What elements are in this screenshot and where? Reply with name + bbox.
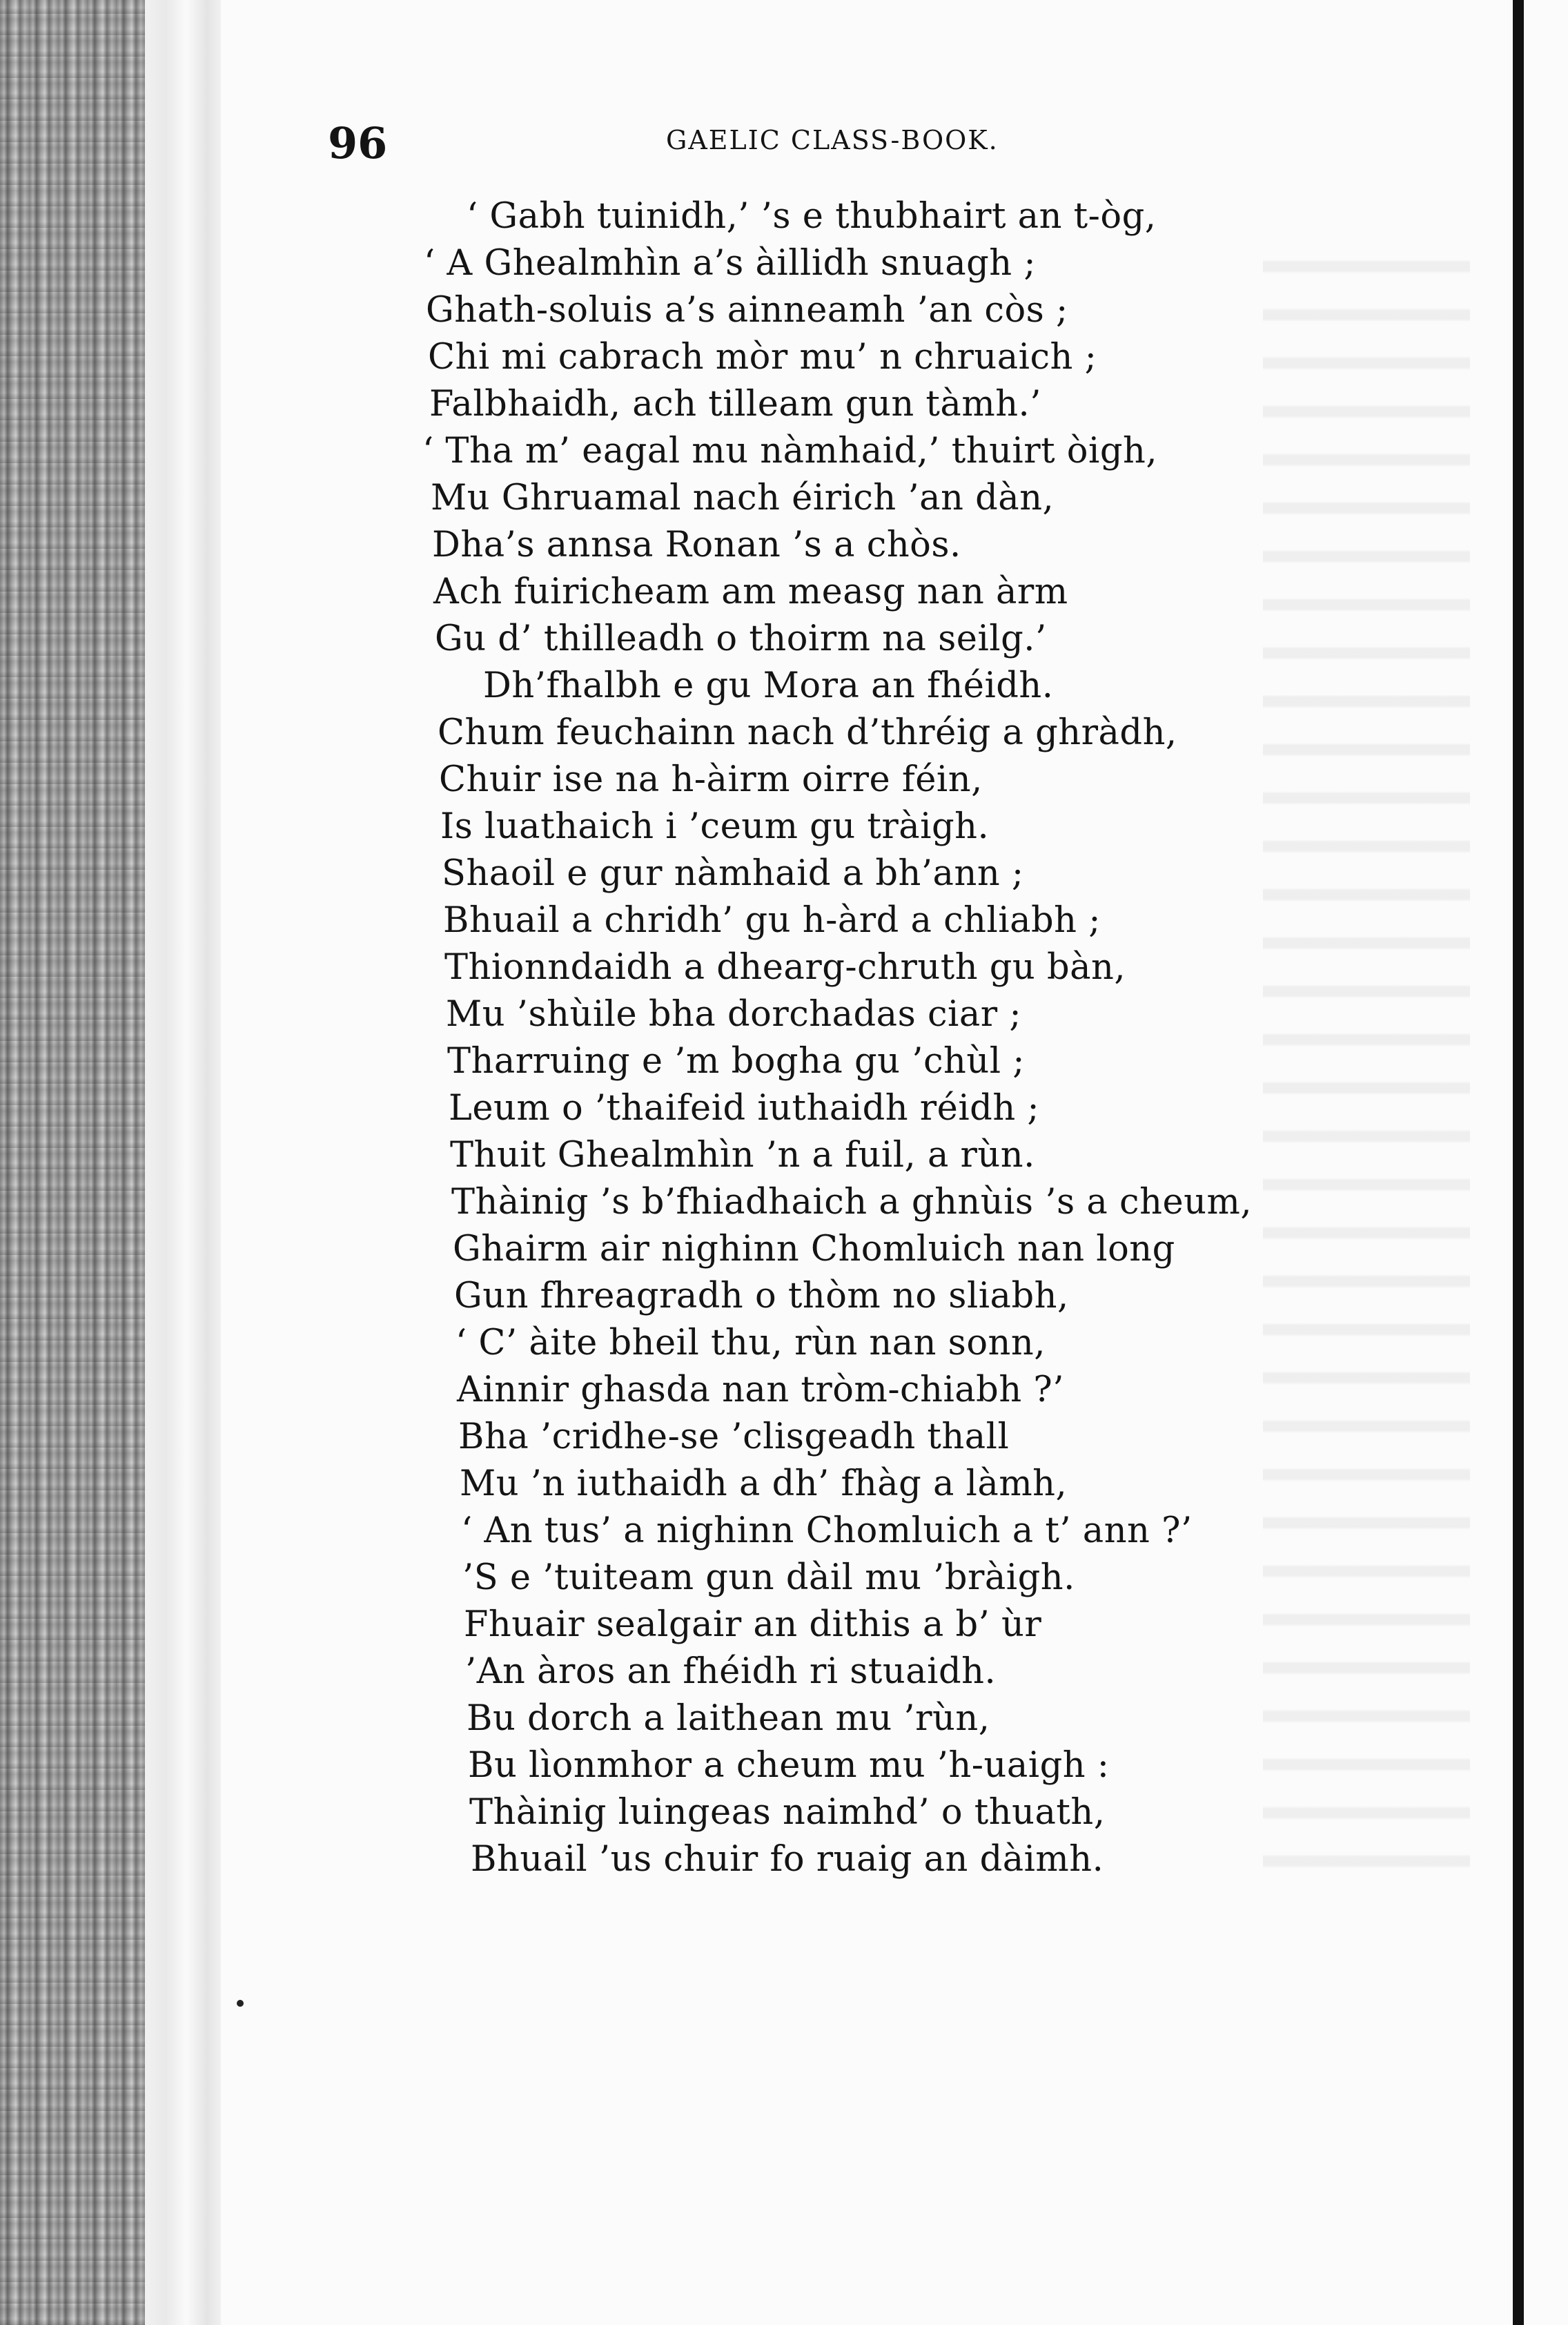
poem-line: ‘ An tus’ a nighinn Chomluich a t’ ann ?’ — [461, 1510, 1193, 1551]
poem-line: Is luathaich i ’ceum gu tràigh. — [440, 806, 990, 847]
poem-line: Leum o ’thaifeid iuthaidh réidh ; — [449, 1088, 1040, 1129]
poem-line: Fhuair sealgair an dithis a b’ ùr — [464, 1604, 1042, 1645]
page-border-line — [1513, 0, 1524, 2325]
page-gutter — [145, 0, 228, 2325]
poem-line: Thuit Ghealmhìn ’n a fuil, a rùn. — [450, 1135, 1035, 1176]
poem-line: Thàinig ’s b’fhiadhaich a ghnùis ’s a cheum, — [451, 1182, 1253, 1223]
poem-line: Ainnir ghasda nan tròm-chiabh ?’ — [457, 1370, 1064, 1410]
poem-line: ‘ Tha m’ eagal mu nàmhaid,’ thuirt òigh, — [422, 431, 1158, 471]
poem-line: Dha’s annsa Ronan ’s a chòs. — [432, 525, 961, 565]
page-number: 96 — [328, 118, 388, 168]
running-header: GAELIC CLASS-BOOK. — [666, 125, 999, 155]
poem-line: Chi mi cabrach mòr mu’ n chruaich ; — [428, 337, 1097, 378]
poem-line: Thàinig luingeas naimhd’ o thuath, — [469, 1792, 1106, 1833]
poem-line: Ach fuiricheam am measg nan àrm — [433, 572, 1068, 612]
poem-line: ‘ Gabh tuinidh,’ ’s e thubhairt an t-òg, — [467, 196, 1157, 237]
poem-line: ‘ A Ghealmhìn a’s àillidh snuagh ; — [424, 243, 1037, 284]
poem-line: Chuir ise na h-àirm oirre féin, — [439, 759, 983, 800]
poem-line: Chum feuchainn nach d’thréig a ghràdh, — [438, 712, 1177, 753]
poem-line: Gun fhreagradh o thòm no sliabh, — [454, 1276, 1069, 1316]
poem-line: Bhuail ’us chuir fo ruaig an dàimh. — [471, 1839, 1104, 1880]
poem-line: Thionndaidh a dhearg-chruth gu bàn, — [444, 947, 1126, 988]
poem-line: Mu ’n iuthaidh a dh’ fhàg a làmh, — [460, 1463, 1068, 1504]
poem-line: Mu Ghruamal nach éirich ’an dàn, — [431, 478, 1055, 518]
page-edge-shading — [0, 0, 159, 2325]
poem-line: ‘ C’ àite bheil thu, rùn nan sonn, — [455, 1323, 1046, 1363]
poem-line: Gu d’ thilleadh o thoirm na seilg.’ — [435, 619, 1047, 659]
poem-line: ’An àros an fhéidh ri stuaidh. — [465, 1651, 997, 1692]
bleed-through-text — [1263, 228, 1470, 1885]
ink-speck — [237, 2000, 244, 2007]
poem-line: Dh’fhalbh e gu Mora an fhéidh. — [483, 665, 1054, 706]
poem-line: Bu lìonmhor a cheum mu ’h-uaigh : — [468, 1745, 1110, 1786]
poem-line: Shaoil e gur nàmhaid a bh’ann ; — [442, 853, 1024, 894]
poem-line: Mu ’shùile bha dorchadas ciar ; — [446, 994, 1022, 1035]
poem-line: Bha ’cridhe-se ’clisgeadh thall — [458, 1417, 1010, 1457]
poem-line: Bu dorch a laithean mu ’rùn, — [467, 1698, 990, 1739]
poem-line: Ghath-soluis a’s ainneamh ’an còs ; — [426, 290, 1068, 331]
poem-line: ’S e ’tuiteam gun dàil mu ’bràigh. — [462, 1557, 1075, 1598]
poem-line: Falbhaidh, ach tilleam gun tàmh.’ — [429, 384, 1041, 425]
poem-line: Ghairm air nighinn Chomluich nan long — [453, 1229, 1175, 1269]
poem-line: Tharruing e ’m bogha gu ’chùl ; — [447, 1041, 1025, 1082]
poem-line: Bhuail a chridh’ gu h-àrd a chliabh ; — [443, 900, 1101, 941]
